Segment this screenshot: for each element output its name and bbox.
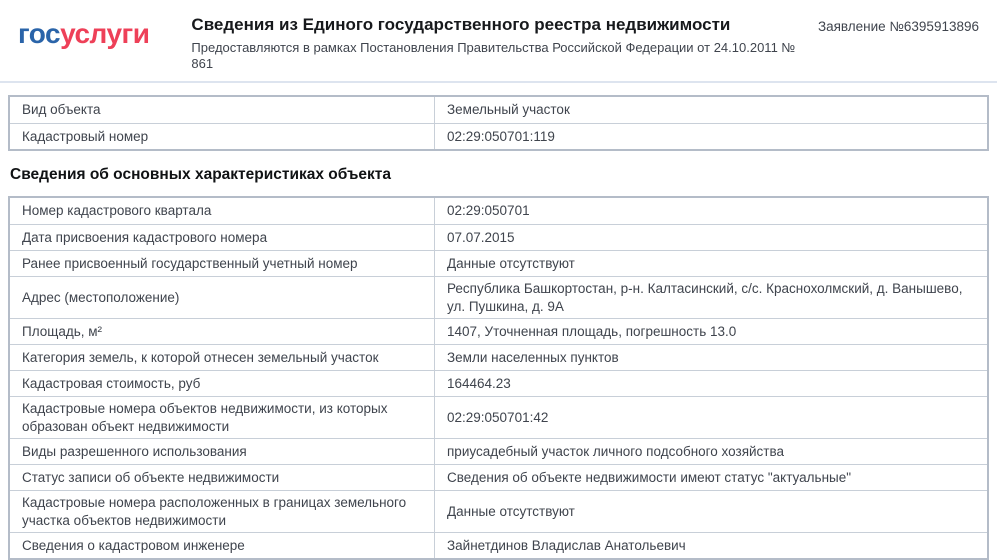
row-value: 02:29:050701:119 bbox=[447, 128, 555, 144]
row-label: Кадастровый номер bbox=[10, 124, 435, 149]
table-row bbox=[10, 490, 987, 532]
row-value: 164464.23 bbox=[447, 375, 511, 391]
row-value: Земли населенных пунктов bbox=[447, 349, 619, 365]
table-row bbox=[10, 250, 987, 276]
row-label: Адрес (местоположение) bbox=[10, 277, 435, 318]
application-number: Заявление №6395913896 bbox=[817, 19, 979, 34]
table-row bbox=[10, 318, 987, 344]
row-label: Площадь, м² bbox=[10, 319, 435, 344]
table-row bbox=[10, 276, 987, 318]
row-value: Данные отсутствуют bbox=[447, 255, 575, 271]
table-row bbox=[10, 97, 987, 123]
object-summary-table bbox=[8, 95, 989, 151]
row-value: приусадебный участок личного подсобного хозяйства bbox=[447, 443, 785, 459]
table-row bbox=[10, 370, 987, 396]
page-header bbox=[0, 0, 997, 83]
document-title: Сведения из Единого государственного реестра недвижимости bbox=[191, 15, 731, 34]
logo-part-red: услуги bbox=[60, 18, 150, 49]
row-value: Зайнетдинов Владислав Анатольевич bbox=[447, 538, 686, 554]
row-value: 1407, Уточненная площадь, погрешность 13.0 bbox=[447, 323, 737, 339]
table-row bbox=[10, 198, 987, 224]
row-label: Ранее присвоенный государственный учетный номер bbox=[10, 251, 435, 276]
row-value: 02:29:050701 bbox=[447, 203, 530, 219]
row-value: 02:29:050701:42 bbox=[447, 409, 549, 425]
gosuslugi-logo bbox=[18, 18, 149, 50]
row-value: 07.07.2015 bbox=[447, 229, 515, 245]
document-subtitle: Предоставляются в рамках Постановления Правительства Российской Федерации от 24.10.2011 № 861 bbox=[191, 39, 796, 71]
header-title-block bbox=[191, 13, 804, 72]
row-label: Кадастровая стоимость, руб bbox=[10, 371, 435, 396]
row-value: Республика Башкортостан, р-н. Калтасинский, с/с. Краснохолмский, д. Ванышево, ул. Пушкина, д. 9А bbox=[447, 281, 963, 314]
row-label: Вид объекта bbox=[10, 97, 435, 123]
row-label: Статус записи об объекте недвижимости bbox=[10, 465, 435, 490]
table-row bbox=[10, 438, 987, 464]
table-row bbox=[10, 396, 987, 438]
row-label: Виды разрешенного использования bbox=[10, 439, 435, 464]
row-value: Данные отсутствуют bbox=[447, 504, 575, 519]
main-characteristics-table bbox=[8, 196, 989, 560]
table-row bbox=[10, 224, 987, 250]
row-label: Номер кадастрового квартала bbox=[10, 198, 435, 224]
row-label: Кадастровые номера объектов недвижимости, из которых образован объект недвижимости bbox=[10, 397, 435, 438]
row-value: Земельный участок bbox=[447, 102, 570, 118]
table-row bbox=[10, 464, 987, 490]
logo-part-blue: гос bbox=[18, 18, 61, 49]
row-label: Дата присвоения кадастрового номера bbox=[10, 225, 435, 250]
section-heading: Сведения об основных характеристиках объекта bbox=[10, 166, 392, 184]
row-label: Кадастровые номера расположенных в границах земельного участка объектов недвижимости bbox=[10, 491, 435, 532]
table-row bbox=[10, 532, 987, 558]
row-label: Сведения о кадастровом инженере bbox=[10, 533, 435, 558]
row-label: Категория земель, к которой отнесен земельный участок bbox=[10, 345, 435, 370]
table-row bbox=[10, 123, 987, 149]
table-row bbox=[10, 344, 987, 370]
row-value: Сведения об объекте недвижимости имеют статус "актуальные" bbox=[447, 469, 852, 485]
